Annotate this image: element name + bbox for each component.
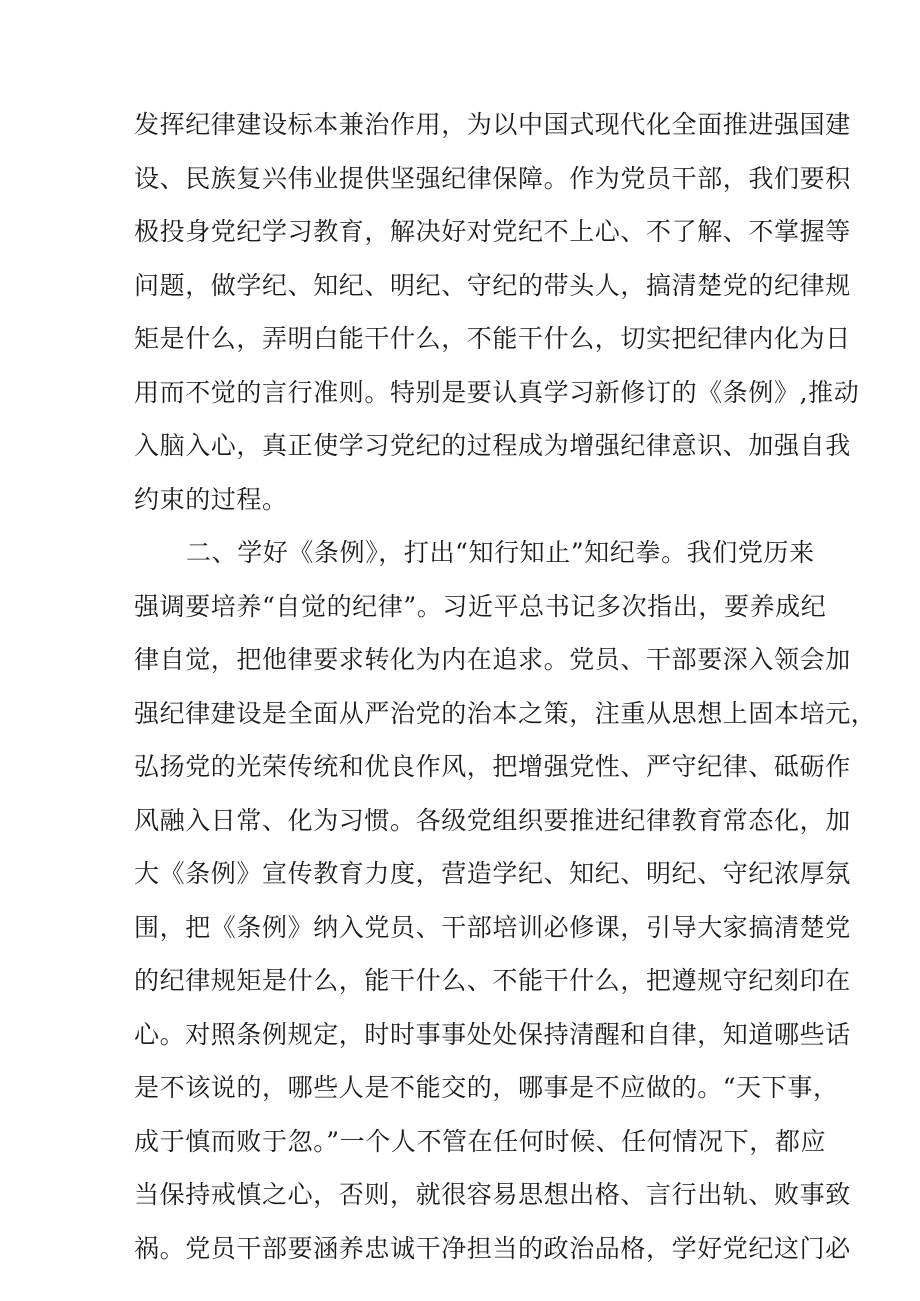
text-line: 矩是什么，弄明白能干什么，不能干什么，切实把纪律内化为日 [134,324,851,353]
text-line: 当保持戒慎之心，否则，就很容易思想出格、言行出轨、败事致 [134,1180,851,1209]
text-line: 律自觉，把他律要求转化为内在追求。党员、干部要深入领会加 [134,645,851,674]
text-line: 设、民族复兴伟业提供坚强纪律保障。作为党员干部，我们要积 [134,163,851,193]
section-heading-line: 二、学好《条例》，打出“知行知止”知纪拳。我们党历来 [186,538,815,567]
text-line: 强纪律建设是全面从严治党的治本之策，注重从思想上固本培元， [134,698,877,728]
text-line: 是不该说的，哪些人是不能交的，哪事是不应做的。“天下事， [134,1073,839,1102]
text-line: 风融入日常、化为习惯。各级党组织要推进纪律教育常态化，加 [134,805,851,835]
text-line: 成于慎而败于忽。”一个人不管在任何时候、任何情况下，都应 [134,1126,827,1156]
text-line: 极投身党纪学习教育，解决好对党纪不上心、不了解、不掌握等 [134,217,851,246]
text-line: 用而不觉的言行准则。特别是要认真学习新修订的《条例》,推动 [134,377,860,407]
text-line: 约束的过程。 [134,484,288,514]
text-line: 祸。党员干部要涵养忠诚干净担当的政治品格，学好党纪这门必 [134,1233,851,1263]
text-line: 强调要培养“自觉的纪律”。习近平总书记多次指出，要养成纪 [134,591,827,621]
text-line: 入脑入心，真正使学习党纪的过程成为增强纪律意识、加强自我 [134,431,851,460]
text-line: 大《条例》宣传教育力度，营造学纪、知纪、明纪、守纪浓厚氛 [134,859,851,888]
text-line: 心。对照条例规定，时时事事处处保持清醒和自律，知道哪些话 [134,1019,851,1049]
text-line: 发挥纪律建设标本兼治作用，为以中国式现代化全面推进强国建 [134,110,851,139]
text-line: 的纪律规矩是什么，能干什么、不能干什么，把遵规守纪刻印在 [134,966,851,995]
text-line: 围，把《条例》纳入党员、干部培训必修课，引导大家搞清楚党 [134,912,851,942]
text-line: 问题，做学纪、知纪、明纪、守纪的带头人，搞清楚党的纪律规 [134,270,851,300]
body-text [134,98,877,1275]
text-line: 弘扬党的光荣传统和优良作风，把增强党性、严守纪律、砥砺作 [134,752,851,781]
